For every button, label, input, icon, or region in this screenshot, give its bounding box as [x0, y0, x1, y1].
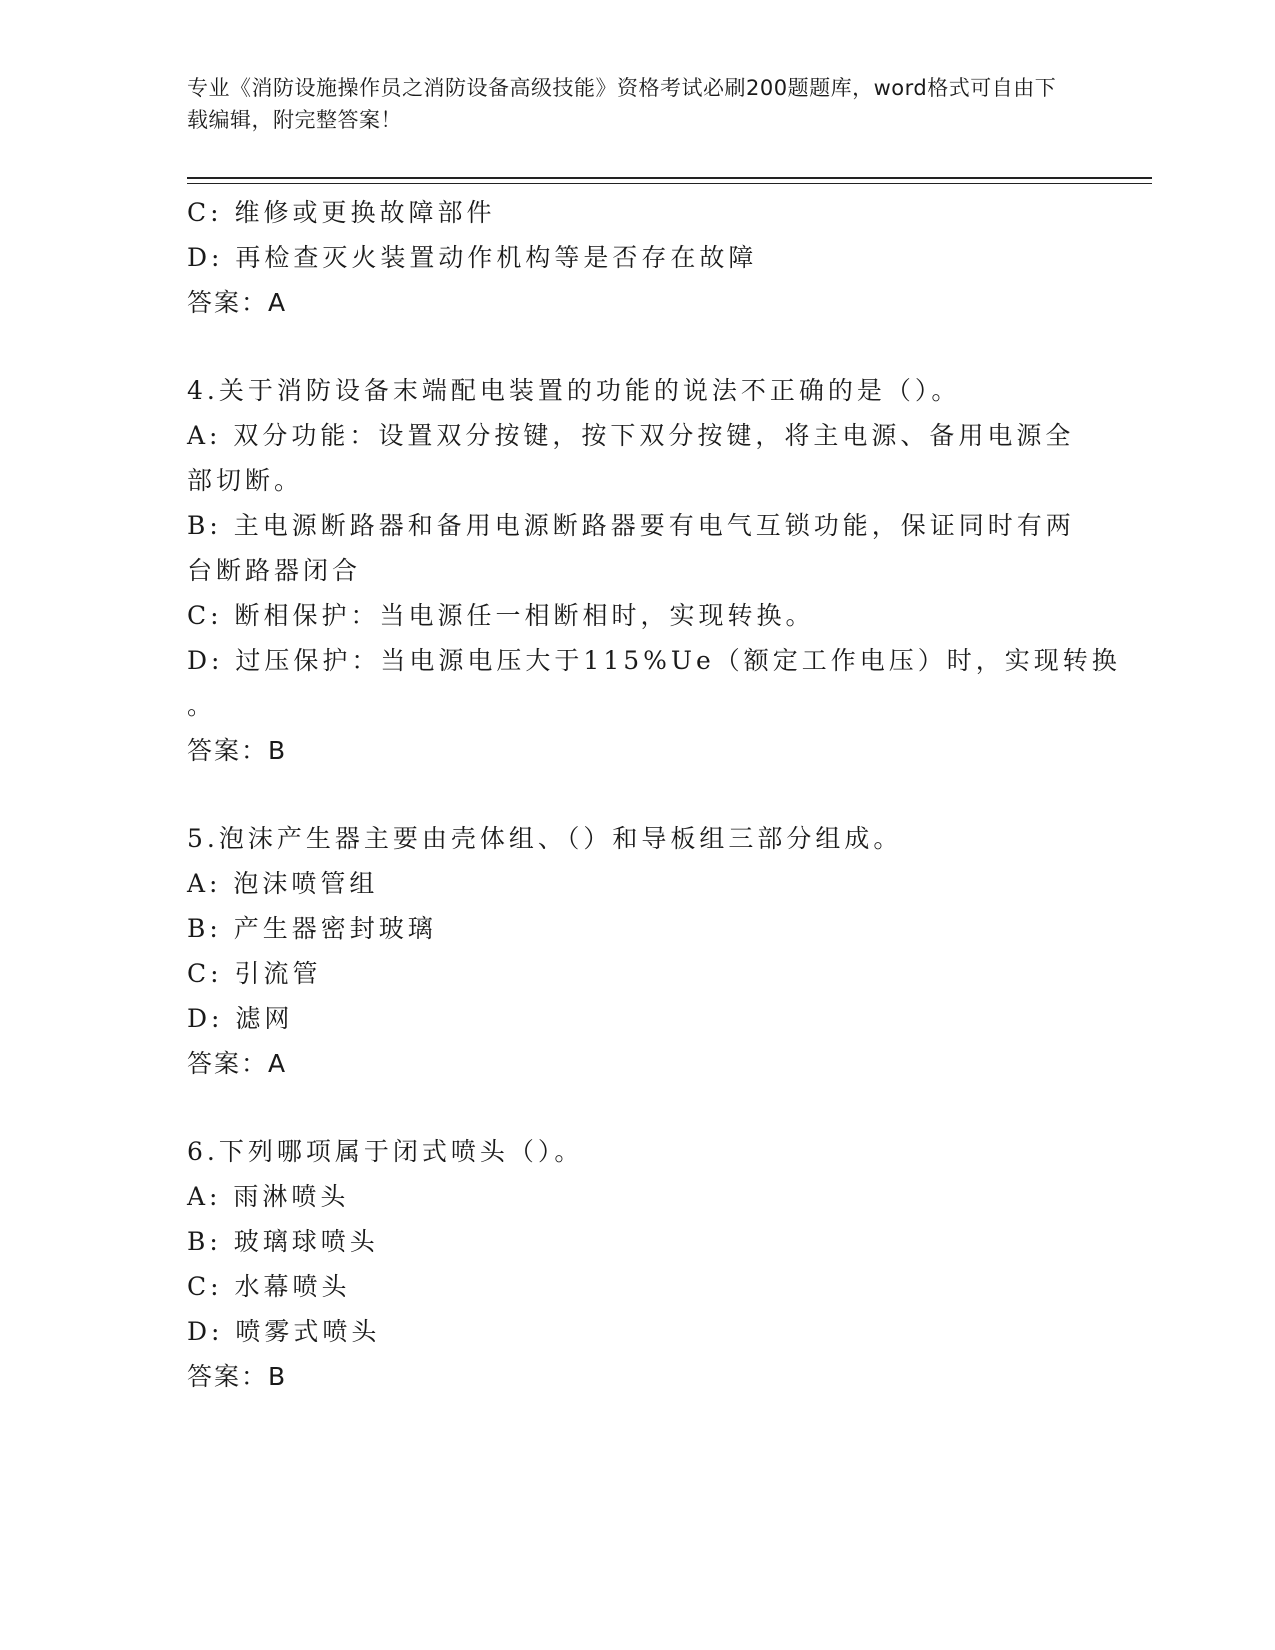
header-rule-thin	[187, 183, 1152, 184]
option-a: A: 双分功能：设置双分按键，按下双分按键，将主电源、备用电源全	[187, 421, 1075, 450]
header-title: 专业《消防设施操作员之消防设备高级技能》资格考试必刷200题题库，word格式可自由下载编辑，附完整答案！	[187, 76, 1057, 132]
option-d: D: 过压保护：当电源电压大于115%Ue（额定工作电压）时，实现转换	[187, 646, 1121, 675]
document-header	[187, 72, 1067, 136]
question-block-3	[187, 190, 1087, 325]
answer: 答案：A	[187, 288, 288, 317]
header-rule-thick	[187, 177, 1152, 179]
option-d: D: 滤网	[187, 1004, 294, 1033]
option-c: C: 水幕喷头	[187, 1272, 351, 1301]
question-block-5	[187, 816, 1087, 1086]
option-a: A: 雨淋喷头	[187, 1182, 350, 1211]
option-b: B: 玻璃球喷头	[187, 1227, 379, 1256]
question-block-6	[187, 1129, 1087, 1399]
option-b-cont: 台断路器闭合	[187, 556, 362, 585]
answer: 答案：B	[187, 1362, 288, 1391]
option-b: B: 主电源断路器和备用电源断路器要有电气互锁功能，保证同时有两	[187, 511, 1075, 540]
answer: 答案：B	[187, 736, 288, 765]
option-c: C: 引流管	[187, 959, 322, 988]
option-a-cont: 部切断。	[187, 466, 304, 495]
option-c: C: 维修或更换故障部件	[187, 198, 496, 227]
option-c: C: 断相保护：当电源任一相断相时，实现转换。	[187, 601, 815, 630]
option-d-cont: 。	[187, 691, 213, 720]
question-stem: 5.泡沫产生器主要由壳体组、（）和导板组三部分组成。	[187, 824, 903, 853]
question-stem: 4.关于消防设备末端配电装置的功能的说法不正确的是（）。	[187, 376, 961, 405]
answer: 答案：A	[187, 1049, 288, 1078]
option-d: D: 再检查灭火装置动作机构等是否存在故障	[187, 243, 758, 272]
question-stem: 6.下列哪项属于闭式喷头（）。	[187, 1137, 584, 1166]
question-block-4	[187, 368, 1121, 773]
option-d: D: 喷雾式喷头	[187, 1317, 381, 1346]
document-body	[187, 190, 1121, 1399]
option-a: A: 泡沫喷管组	[187, 869, 379, 898]
option-b: B: 产生器密封玻璃	[187, 914, 437, 943]
